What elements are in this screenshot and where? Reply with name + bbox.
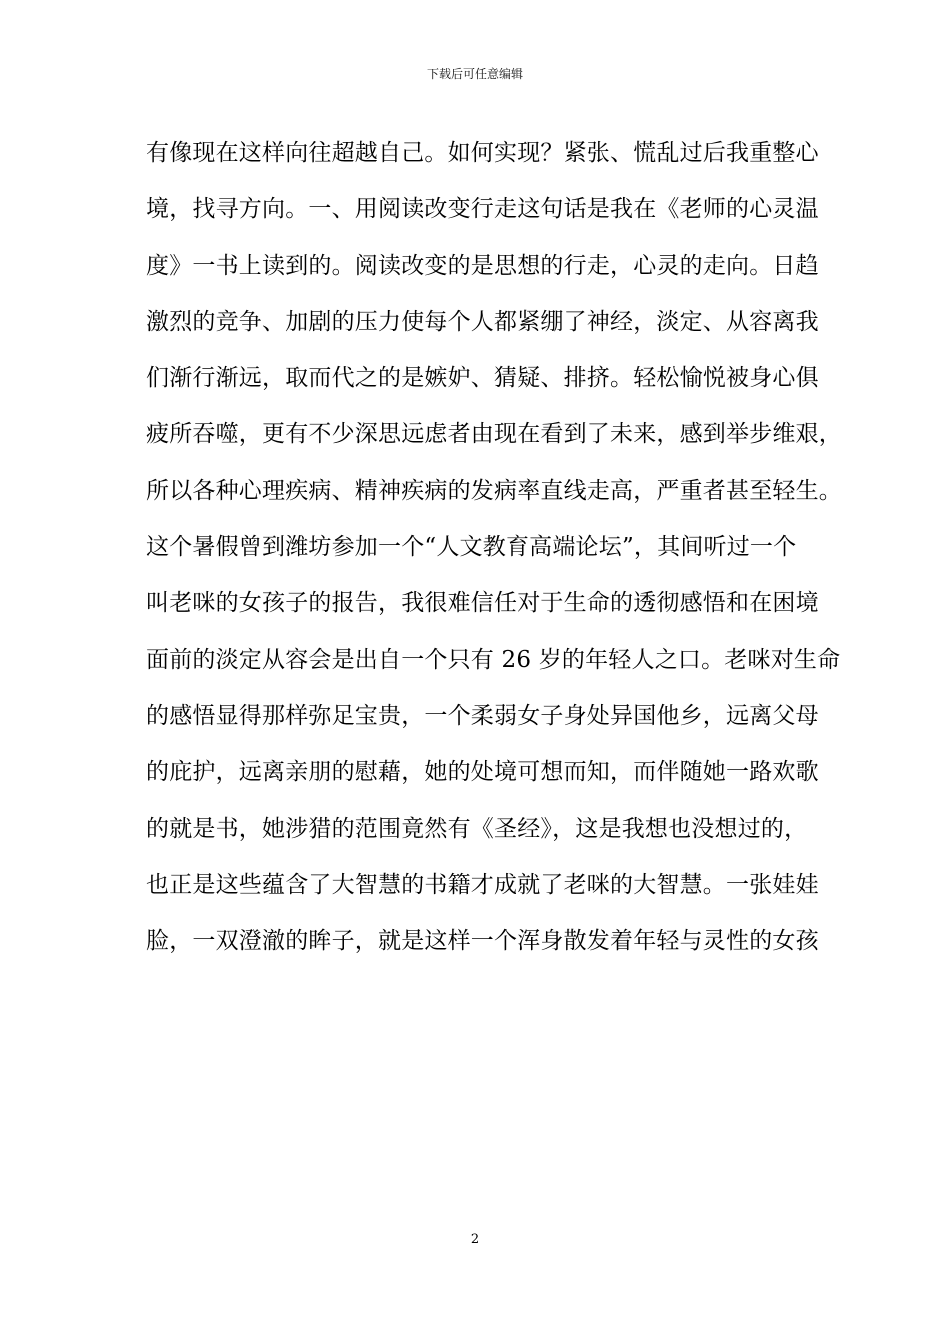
text-line: 疲所吞噬，更有不少深思远虑者由现在看到了未来，感到举步维艰， xyxy=(146,421,842,448)
text-line: 也正是这些蕴含了大智慧的书籍才成就了老咪的大智慧。一张娃娃 xyxy=(146,871,819,898)
body-text xyxy=(146,131,842,975)
text-line: 脸，一双澄澈的眸子，就是这样一个浑身散发着年轻与灵性的女孩 xyxy=(146,928,819,955)
text-line: 的就是书，她涉猎的范围竟然有《圣经》，这是我想也没想过的， xyxy=(146,815,808,842)
text-line: 叫老咪的女孩子的报告，我很难信任对于生命的透彻感悟和在困境 xyxy=(146,590,819,617)
text-line: 有像现在这样向往超越自己。如何实现？紧张、慌乱过后我重整心 xyxy=(146,140,819,166)
text-line: 的感悟显得那样弥足宝贵，一个柔弱女子身处异国他乡，远离父母 xyxy=(146,702,819,729)
text-line: 面前的淡定从容会是出自一个只有 26 岁的年轻人之口。老咪对生命 xyxy=(146,646,841,673)
text-line: 境，找寻方向。一、用阅读改变行走这句话是我在《老师的心灵温 xyxy=(146,196,819,223)
text-line: 的庇护，远离亲朋的慰藉，她的处境可想而知，而伴随她一路欢歌 xyxy=(146,759,819,786)
page-header: 下载后可任意编辑 xyxy=(426,67,523,81)
text-line: 所以各种心理疾病、精神疾病的发病率直线走高，严重者甚至轻生。 xyxy=(146,477,842,504)
text-line: 激烈的竞争、加剧的压力使每个人都紧绷了神经，淡定、从容离我 xyxy=(146,308,819,335)
text-line: 这个暑假曾到潍坊参加一个“人文教育高端论坛”，其间听过一个 xyxy=(146,534,797,561)
text-line: 们渐行渐远，取而代之的是嫉妒、猜疑、排挤。轻松愉悦被身心俱 xyxy=(146,365,819,392)
text-line: 度》一书上读到的。阅读改变的是思想的行走，心灵的走向。日趋 xyxy=(146,252,819,279)
page-number: 2 xyxy=(470,1232,480,1247)
